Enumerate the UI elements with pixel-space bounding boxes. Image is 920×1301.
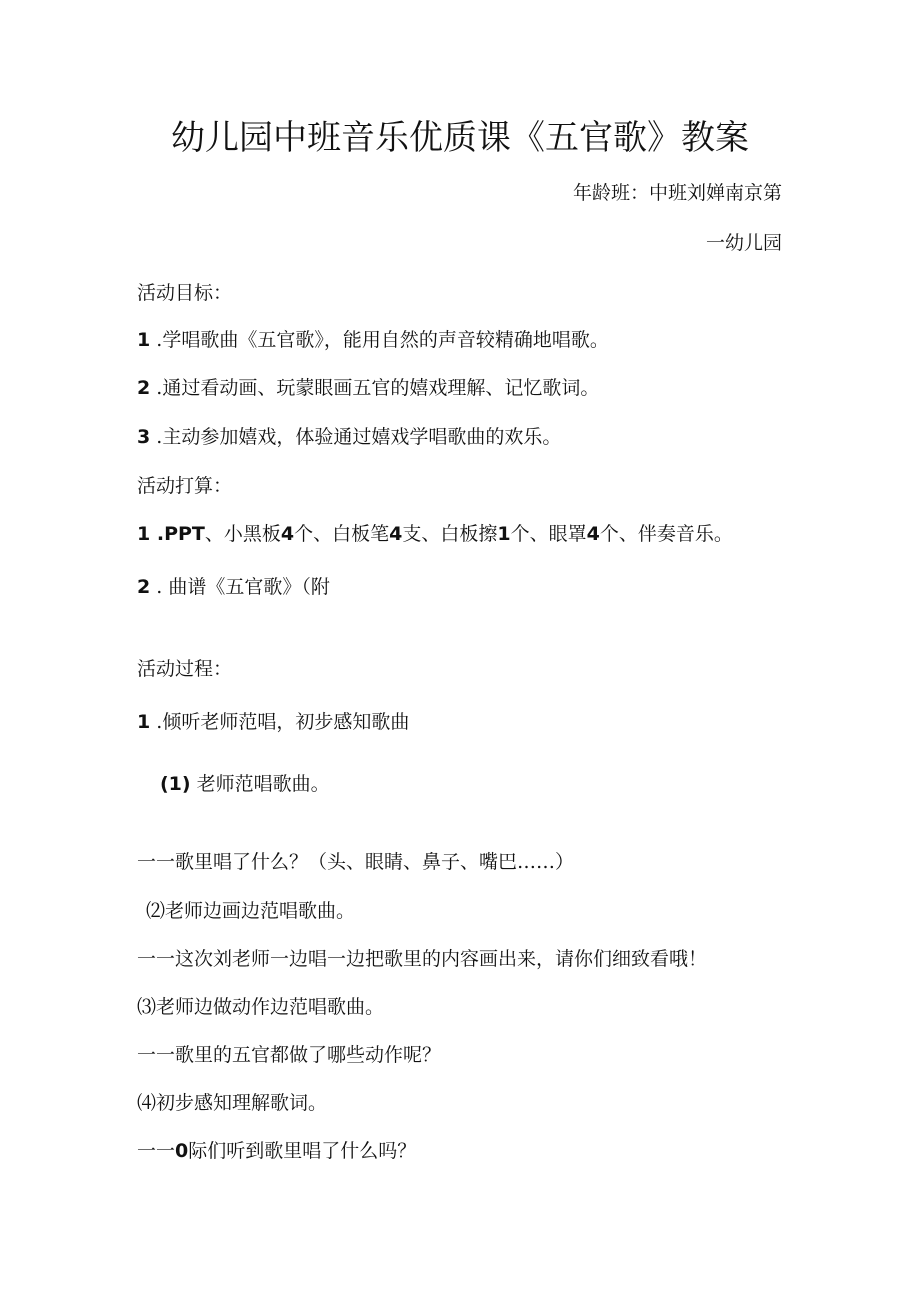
sub-step-3: ⑶老师边做动作边范唱歌曲。	[137, 996, 385, 1018]
prep-item-1	[137, 522, 733, 546]
process-heading: 活动过程：	[137, 658, 233, 680]
prep-text: 、小黑板	[204, 523, 281, 545]
step-number-1: 1	[137, 711, 151, 733]
question-4-text: 际们听到歌里唱了什么吗？	[188, 1140, 417, 1162]
sub-step-1	[160, 772, 330, 796]
goal-item-2	[137, 376, 599, 400]
prep-text-2: . 曲谱《五官歌》（附	[150, 576, 330, 598]
prep-ppt: PPT	[164, 523, 205, 545]
meta-line-1: 年龄班：中班刘婵南京第	[572, 182, 782, 204]
sub-step-number-1: (1)	[160, 773, 191, 795]
question-4	[137, 1139, 416, 1163]
goals-heading: 活动目标：	[137, 282, 233, 304]
sub-step-2: ⑵老师边画边范唱歌曲。	[146, 900, 356, 922]
sub-step-text-1: 老师范唱歌曲。	[190, 773, 330, 795]
goal-number-1: 1	[137, 329, 151, 351]
prep-count: 4	[280, 523, 295, 545]
prep-count: 1	[497, 523, 511, 545]
prep-number-1: 1	[137, 523, 151, 545]
goal-number-2: 2	[137, 377, 151, 399]
question-3: 一一歌里的五官都做了哪些动作呢？	[137, 1044, 442, 1066]
goal-item-1	[137, 328, 609, 352]
prep-text: 个、白板笔	[294, 523, 390, 545]
step-text-1: .倾听老师范唱，初步感知歌曲	[150, 711, 410, 733]
prep-count: 4	[389, 523, 403, 545]
question-1: 一一歌里唱了什么？（头、眼睛、鼻子、嘴巴……）	[137, 851, 575, 873]
prep-text: 个、伴奏音乐。	[599, 523, 733, 545]
meta-line-2: 一幼儿园	[705, 232, 782, 254]
goal-text-3: .主动参加嬉戏，体验通过嬉戏学唱歌曲的欢乐。	[150, 426, 562, 448]
prep-heading: 活动打算：	[137, 475, 233, 497]
goal-text-1: .学唱歌曲《五官歌》，能用自然的声音较精确地唱歌。	[150, 329, 609, 351]
question-4-prefix: 一一	[137, 1140, 176, 1162]
goal-number-3: 3	[137, 426, 151, 448]
prep-text: .	[150, 523, 165, 545]
prep-item-2	[137, 575, 330, 599]
prep-text: 个、眼罩	[510, 523, 587, 545]
goal-text-2: .通过看动画、玩蒙眼画五官的嬉戏理解、记忆歌词。	[150, 377, 600, 399]
question-2: 一一这次刘老师一边唱一边把歌里的内容画出来，请你们细致看哦！	[137, 948, 708, 970]
prep-number-2: 2	[137, 576, 151, 598]
document-title: 幼儿园中班音乐优质课《五官歌》教案	[171, 118, 749, 158]
prep-count: 4	[586, 523, 600, 545]
prep-text: 支、白板擦	[402, 523, 498, 545]
step-1	[137, 710, 409, 734]
goal-item-3	[137, 425, 561, 449]
sub-step-4: ⑷初步感知理解歌词。	[137, 1092, 328, 1114]
question-4-bold: 0	[175, 1140, 189, 1162]
